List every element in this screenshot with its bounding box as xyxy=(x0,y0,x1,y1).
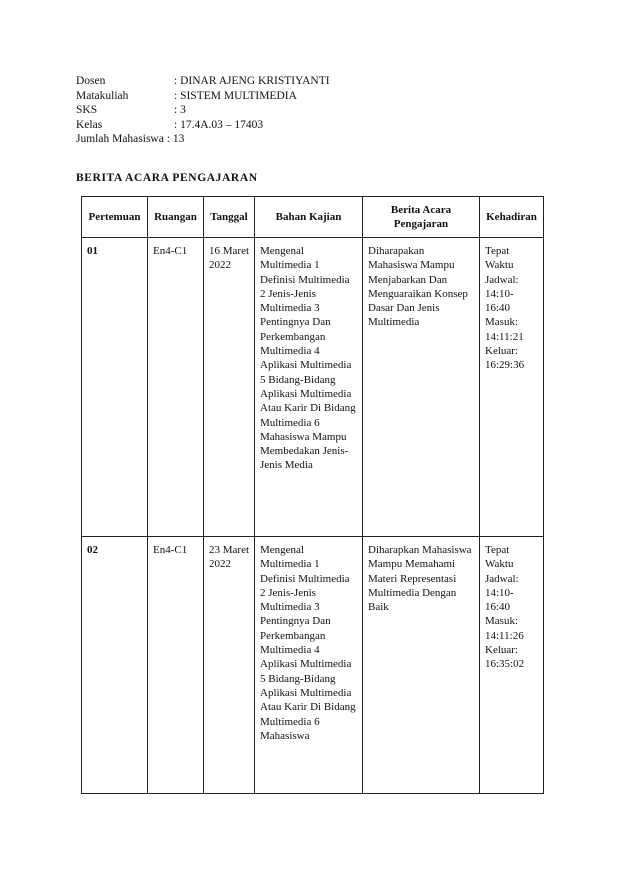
info-jumlah-mahasiswa xyxy=(76,132,330,147)
cell-berita-acara: Diharapakan Mahasiswa Mampu Menjabarkan Dan Menguaraikan Konsep Dasar Dan Jenis Multimedia xyxy=(363,238,480,537)
info-matakuliah xyxy=(76,89,330,104)
info-value: : DINAR AJENG KRISTIYANTI xyxy=(174,75,330,87)
table-header-row xyxy=(82,197,544,238)
info-label: SKS xyxy=(76,104,98,116)
header-berita-acara: Berita Acara Pengajaran xyxy=(363,197,480,238)
table-row xyxy=(82,537,544,794)
cell-pertemuan: 02 xyxy=(82,537,148,794)
header-ruangan: Ruangan xyxy=(148,197,204,238)
header-tanggal: Tanggal xyxy=(204,197,255,238)
info-label: Kelas xyxy=(76,118,103,131)
cell-ruangan: En4-C1 xyxy=(148,537,204,794)
info-value: : 13 xyxy=(166,133,185,145)
info-value: : 17.4A.03 – 17403 xyxy=(174,118,264,131)
cell-ruangan: En4-C1 xyxy=(148,238,204,537)
cell-berita-acara: Diharapkan Mahasiswa Mampu Memahami Materi Representasi Multimedia Dengan Baik xyxy=(363,537,480,794)
info-label: Jumlah Mahasiswa xyxy=(76,133,164,145)
table-row xyxy=(82,238,544,537)
section-title: BERITA ACARA PENGAJARAN xyxy=(76,172,258,184)
cell-kehadiran: Tepat Waktu Jadwal: 14:10-16:40 Masuk: 14:11:21 Keluar: 16:29:36 xyxy=(480,238,544,537)
info-kelas xyxy=(76,118,330,133)
attendance-table xyxy=(81,196,544,794)
cell-kehadiran: Tepat Waktu Jadwal: 14:10-16:40 Masuk: 14:11:26 Keluar: 16:35:02 xyxy=(480,537,544,794)
cell-tanggal: 16 Maret 2022 xyxy=(204,238,255,537)
info-dosen xyxy=(76,74,330,89)
info-value: : 3 xyxy=(174,104,186,116)
header-pertemuan: Pertemuan xyxy=(82,197,148,238)
cell-bahan-kajian: Mengenal Multimedia 1 Definisi Multimedia 2 Jenis-Jenis Multimedia 3 Pentingnya Dan Perkembangan Multimedia 4 Aplikasi Multimedia 5 Bidang-Bidang Aplikasi Multimedia Atau Karir Di Bidang Multimedia 6 Mahasiswa xyxy=(255,537,363,794)
cell-tanggal: 23 Maret 2022 xyxy=(204,537,255,794)
cell-bahan-kajian: Mengenal Multimedia 1 Definisi Multimedia 2 Jenis-Jenis Multimedia 3 Pentingnya Dan Perkembangan Multimedia 4 Aplikasi Multimedia 5 Bidang-Bidang Aplikasi Multimedia Atau Karir Di Bidang Multimedia 6 Mahasiswa Mampu Membedakan Jenis-Jenis Media xyxy=(255,238,363,537)
course-info xyxy=(76,74,330,147)
info-label: Matakuliah xyxy=(76,89,129,102)
header-kehadiran: Kehadiran xyxy=(480,197,544,238)
cell-pertemuan: 01 xyxy=(82,238,148,537)
info-sks xyxy=(76,103,330,118)
header-bahan-kajian: Bahan Kajian xyxy=(255,197,363,238)
info-label: Dosen xyxy=(76,75,106,87)
info-value: : SISTEM MULTIMEDIA xyxy=(174,89,297,102)
